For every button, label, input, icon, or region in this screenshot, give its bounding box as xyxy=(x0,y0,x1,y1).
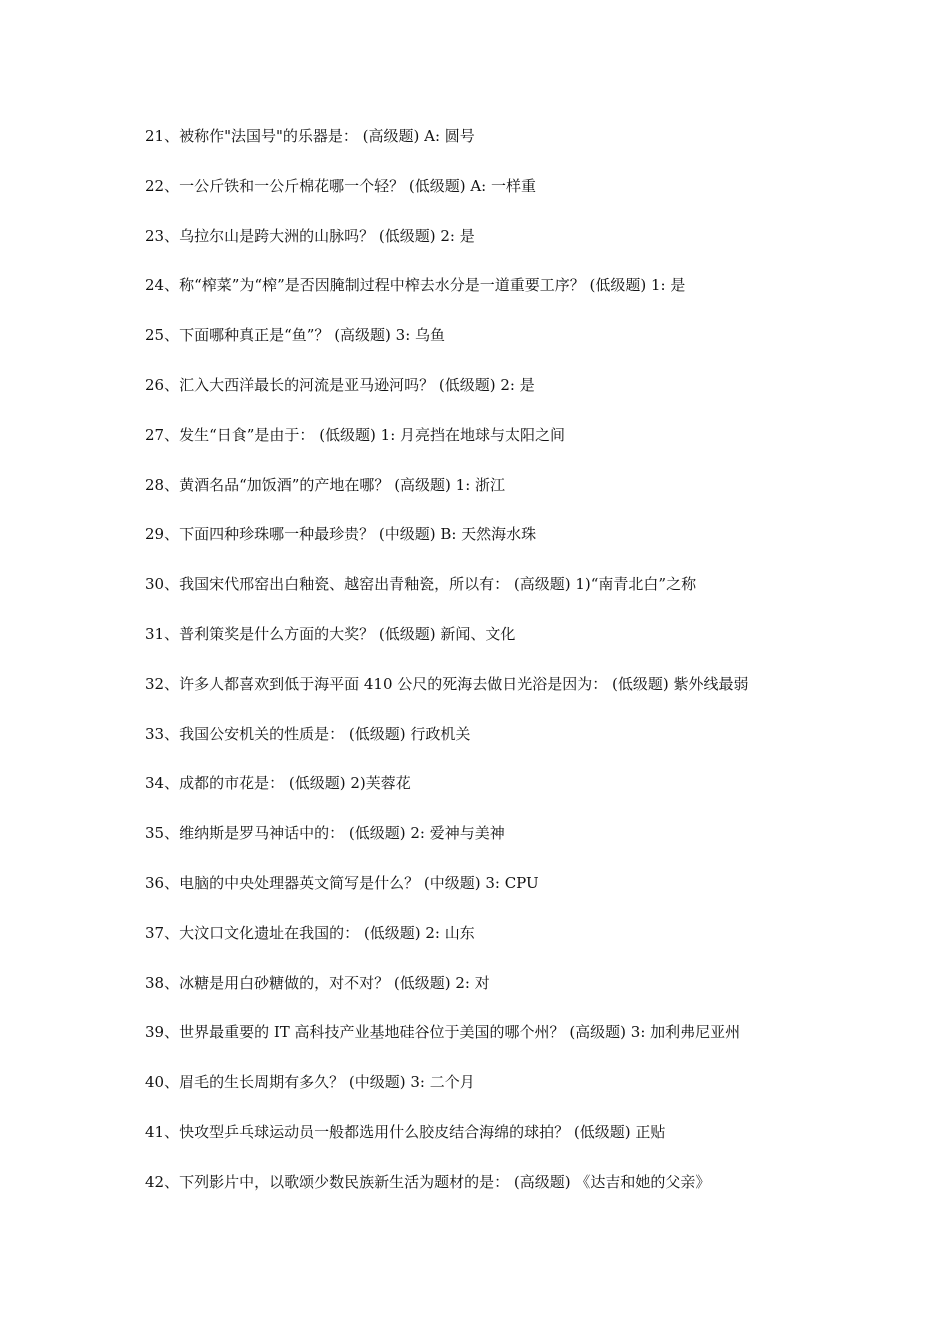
question-item: 36、电脑的中央处理器英文简写是什么？ (中级题) 3: CPU xyxy=(145,873,539,892)
question-item: 33、我国公安机关的性质是： (低级题) 行政机关 xyxy=(145,724,471,743)
question-item: 31、普利策奖是什么方面的大奖？ (低级题) 新闻、文化 xyxy=(145,624,516,643)
question-item: 28、黄酒名品“加饭酒”的产地在哪？ (高级题) 1: 浙江 xyxy=(145,475,506,494)
question-item: 23、乌拉尔山是跨大洲的山脉吗？ (低级题) 2: 是 xyxy=(145,226,475,245)
question-item: 32、许多人都喜欢到低于海平面 410 公尺的死海去做日光浴是因为： (低级题) 紫外线最弱 xyxy=(145,674,749,693)
question-item: 34、成都的市花是： (低级题) 2)芙蓉花 xyxy=(145,774,411,793)
question-item: 22、一公斤铁和一公斤棉花哪一个轻？ (低级题) A: 一样重 xyxy=(145,176,536,195)
question-item: 41、快攻型乒乓球运动员一般都选用什么胶皮结合海绵的球拍？ (低级题) 正贴 xyxy=(145,1122,666,1141)
question-item: 40、眉毛的生长周期有多久？ (中级题) 3: 二个月 xyxy=(145,1073,475,1092)
question-item: 42、下列影片中，以歌颂少数民族新生活为题材的是： (高级题) 《达吉和她的父亲》 xyxy=(145,1172,711,1191)
question-item: 38、冰糖是用白砂糖做的，对不对？ (低级题) 2: 对 xyxy=(145,973,490,992)
question-item: 25、下面哪种真正是“鱼”？ (高级题) 3: 乌鱼 xyxy=(145,326,446,345)
question-item: 30、我国宋代邢窑出白釉瓷、越窑出青釉瓷，所以有： (高级题) 1)“南青北白”之称 xyxy=(145,575,697,594)
question-item: 26、汇入大西洋最长的河流是亚马逊河吗？ (低级题) 2: 是 xyxy=(145,375,535,394)
question-list xyxy=(145,124,905,1220)
question-item: 39、世界最重要的 IT 高科技产业基地硅谷位于美国的哪个州？ (高级题) 3: 加利弗尼亚州 xyxy=(145,1023,741,1042)
question-item: 29、下面四种珍珠哪一种最珍贵？ (中级题) B: 天然海水珠 xyxy=(145,525,537,544)
question-item: 24、称“榨菜”为“榨”是否因腌制过程中榨去水分是一道重要工序？ (低级题) 1: 是 xyxy=(145,276,686,295)
question-item: 21、被称作"法国号"的乐器是： (高级题) A: 圆号 xyxy=(145,127,475,145)
question-item: 35、维纳斯是罗马神话中的： (低级题) 2: 爱神与美神 xyxy=(145,824,505,843)
question-item: 27、发生“日食”是由于： (低级题) 1: 月亮挡在地球与太阳之间 xyxy=(145,425,566,444)
question-item: 37、大汶口文化遗址在我国的： (低级题) 2: 山东 xyxy=(145,923,475,942)
